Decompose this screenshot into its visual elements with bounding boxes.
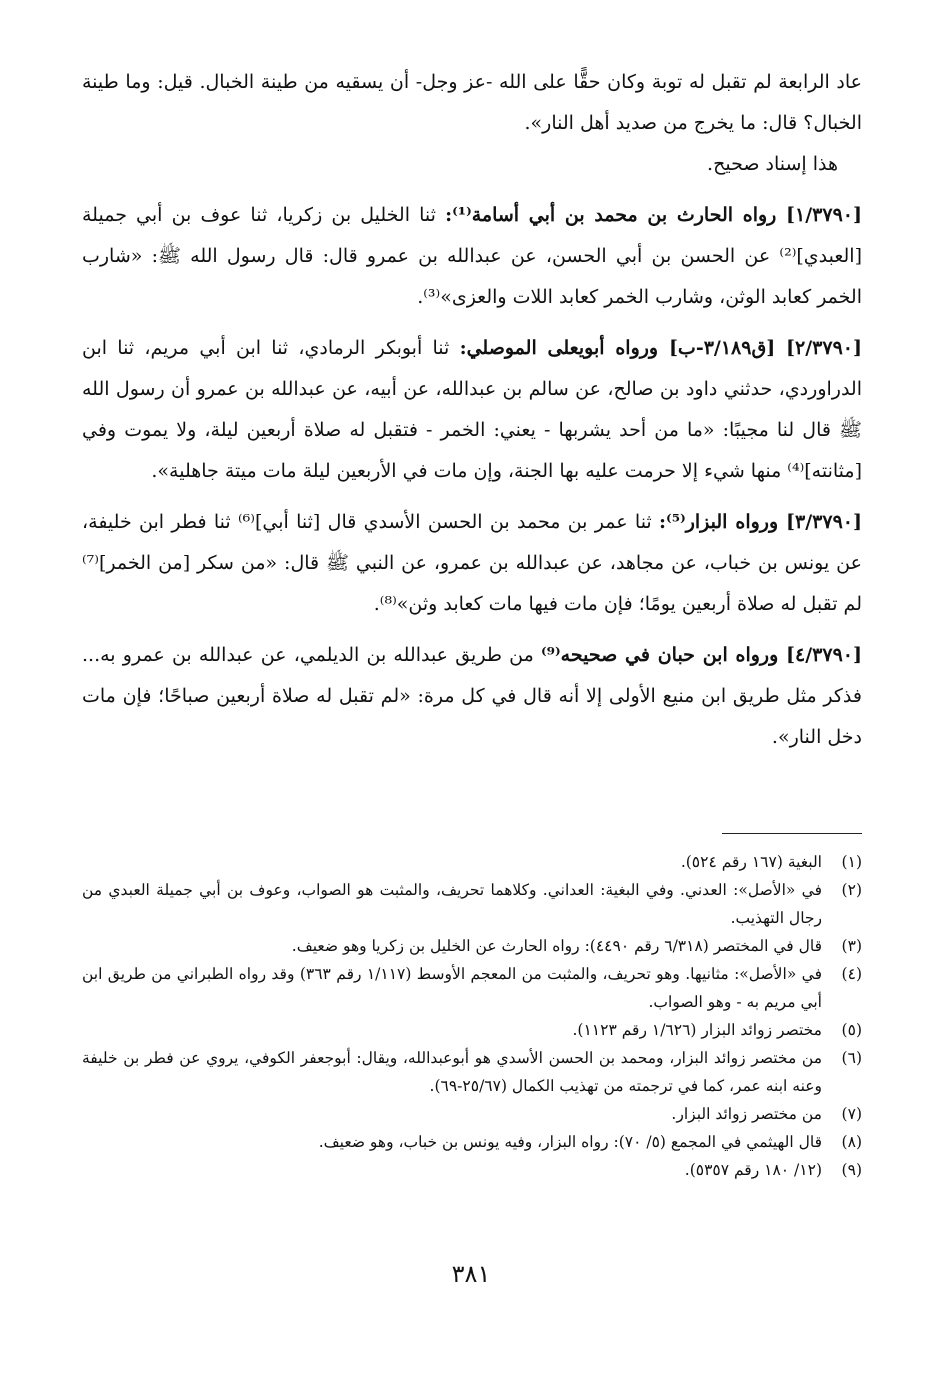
footnote-text: مختصر زوائد البزار (١/٦٢٦ رقم ١١٢٣). — [572, 1021, 822, 1039]
paragraph-continuation: عاد الرابعة لم تقبل له توبة وكان حقًّا على الله -عز وجل- أن يسقيه من طينة الخبال. قيل: وما طينة الخبال؟ قال: ما يخرج من صديد أهل النار». — [82, 71, 862, 134]
hadith-4-text: من طريق عبدالله بن الديلمي، عن عبدالله بن عمرو به... فذكر مثل طريق ابن منيع الأولى إلا أنه قال في كل مرة: «لم تقبل له صلاة أربعين صباحًا؛ فإن مات دخل النار». — [82, 644, 862, 748]
page-number: ٣٨١ — [451, 1260, 491, 1288]
footnote-number: (٧) — [841, 1105, 862, 1123]
footnote-number: (٨) — [841, 1133, 862, 1151]
footnote-number: (٤) — [841, 965, 862, 983]
footnote-item — [82, 1044, 862, 1100]
hadith-2-text: ثنا أبوبكر الرمادي، ثنا ابن أبي مريم، ثنا ابن الدراوردي، حدثني داود بن صالح، عن سالم بن عبدالله، عن أبيه، عن عبدالله بن عمرو أن رسول الله ﷺ قال لنا مجيبًا: «ما من أحد يشربها - يعني: الخمر - فتقبل له صلاة أربعين ليلة، ولا يموت وفي [مثانته]⁽⁴⁾ منها شيء إلا حرمت عليه بها الجنة، وإن مات في الأربعين ليلة مات ميتة جاهلية». — [82, 337, 862, 482]
hadith-4-heading: [٤/٣٧٩٠] ورواه ابن حبان في صحيحه⁽⁹⁾ — [541, 644, 862, 666]
footnote-item — [82, 876, 862, 932]
footnote-item — [82, 932, 862, 960]
hadith-entry-2 — [82, 328, 862, 492]
footnote-text: قال في المختصر (٦/٣١٨ رقم ٤٤٩٠): رواه الحارث عن الخليل بن زكريا وهو ضعيف. — [291, 937, 822, 955]
footnote-item — [82, 960, 862, 1016]
hadith-3-heading: [٣/٣٧٩٠] ورواه البزار⁽⁵⁾: — [659, 511, 862, 533]
hadith-entry-1 — [82, 195, 862, 318]
footnote-item — [82, 848, 862, 876]
footnote-item — [82, 1128, 862, 1156]
hadith-2-heading: [٢/٣٧٩٠] [ق٣/١٨٩-ب] ورواه أبويعلى الموصلي: — [459, 337, 862, 359]
footnote-text: من مختصر زوائد البزار. — [671, 1105, 822, 1123]
hadith-1-text: ثنا الخليل بن زكريا، ثنا عوف بن أبي جميلة [العبدي]⁽²⁾ عن الحسن بن أبي الحسن، عن عبدالله بن عمرو قال: قال رسول الله ﷺ: «شارب الخمر كعابد الوثن، وشارب الخمر كعابد اللات والعزى»⁽³⁾. — [82, 204, 862, 308]
isnad-verdict: هذا إسناد صحيح. — [707, 153, 838, 175]
footnote-text: في «الأصل»: مثانيها. وهو تحريف، والمثبت من المعجم الأوسط (١/١١٧ رقم ٣٦٣) وقد رواه الطبراني من طريق ابن أبي مريم به - وهو الصواب. — [82, 965, 822, 1011]
footnote-text: من مختصر زوائد البزار، ومحمد بن الحسن الأسدي هو أبوعبدالله، ويقال: أبوجعفر الكوفي، يروي عن فطر بن خليفة وعنه ابنه عمر، كما في ترجمته من تهذيب الكمال (٢٥/٦٧-٦٩). — [82, 1049, 822, 1095]
footnote-number: (٣) — [841, 937, 862, 955]
hadith-entry-3 — [82, 502, 862, 625]
hadith-1-heading: [١/٣٧٩٠] رواه الحارث بن محمد بن أبي أسامة⁽¹⁾: — [445, 204, 862, 226]
footnote-number: (٩) — [841, 1161, 862, 1179]
footnote-text: في «الأصل»: العدني. وفي البغية: العداني. وكلاهما تحريف، والمثبت هو الصواب، وعوف بن أبي جميلة العبدي من رجال التهذيب. — [82, 881, 822, 927]
footnote-number: (٥) — [841, 1021, 862, 1039]
main-text — [82, 62, 862, 758]
footnote-item — [82, 1016, 862, 1044]
footnote-text: (١٢/ ١٨٠ رقم ٥٣٥٧). — [684, 1161, 822, 1179]
footnote-number: (٦) — [841, 1049, 862, 1067]
hadith-3-text: ثنا عمر بن محمد بن الحسن الأسدي قال [ثنا أبي]⁽⁶⁾ ثنا فطر ابن خليفة، عن يونس بن خباب، عن مجاهد، عن عبدالله بن عمرو، عن النبي ﷺ قال: «من سكر [من الخمر]⁽⁷⁾ لم تقبل له صلاة أربعين يومًا؛ فإن مات فيها مات كعابد وثن»⁽⁸⁾. — [82, 511, 862, 615]
footnote-number: (٢) — [841, 881, 862, 899]
footnote-divider — [722, 833, 862, 834]
footnote-text: البغية (١٦٧ رقم ٥٢٤). — [680, 853, 822, 871]
footnotes — [82, 848, 862, 1184]
footnote-number: (١) — [841, 853, 862, 871]
footnote-item — [82, 1100, 862, 1128]
footnote-text: قال الهيثمي في المجمع (٥/ ٧٠): رواه البزار، وفيه يونس بن خباب، وهو ضعيف. — [318, 1133, 822, 1151]
hadith-entry-4 — [82, 635, 862, 758]
footnote-item — [82, 1156, 862, 1184]
